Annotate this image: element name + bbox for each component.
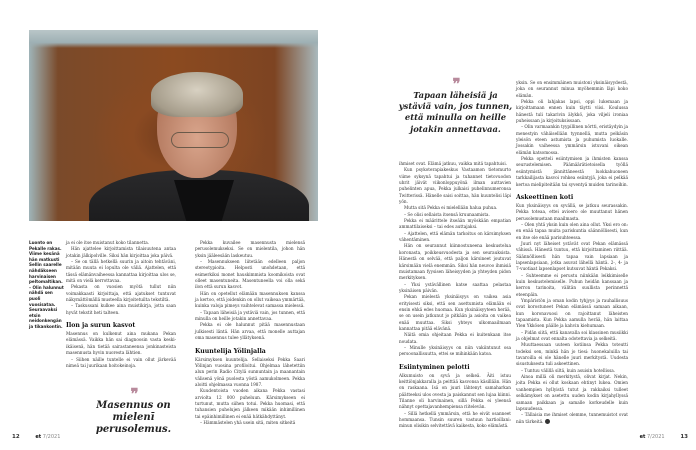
subheading: Ilon ja surun kasvot xyxy=(66,322,136,330)
subheading: Kuuntelija Yölinjalla xyxy=(195,347,266,355)
paragraph: ja ei ole itse muistanut koko tilannetta. xyxy=(66,240,150,245)
paragraph: – Minulle yksinäisyys on niin vakiintunut osa persoonallisuutta, ettei se mihinkään katoa. xyxy=(399,344,511,357)
quote-mark-icon: ❞ xyxy=(452,75,459,93)
column-1 xyxy=(66,240,176,369)
pull-quote-left xyxy=(76,385,191,436)
portrait-photo xyxy=(29,30,318,221)
paragraph: – Hämmästelen yhä usein sitä, miten sitkeitä xyxy=(200,419,296,425)
paragraph: Masennus on kulkenut aina mukana Pekan elämässä. Vaikka hän sai diagnoosin vasta keski-ikäisenä, hän tietää sairastaneensa jonkinasteista masennusta hyvin nuoresta lähtien. xyxy=(66,331,176,356)
paragraph: Näitä omia ohjeitaan Pekka ei kuitenkaan itse noudata. xyxy=(399,332,511,344)
magazine-logo: et xyxy=(639,434,646,440)
paragraph: Muuttaessaan uuteen kotiinsa Pekka toteutti todeksi sen, minkä hän jo tiesi: huonekaluilla tai tavaroilla ei ole hänelle juuri merkitystä. Uudesta sisustuksesta tuli askeettinen. xyxy=(516,342,628,367)
paragraph: – Se on tällä hetkellä suurin ja aitoin tehtäväni, mitään muuta ei lopulta ole väliä. Ajattelen, että tässä elämänvaiheessa kannattaa kirjoittaa ulos se, mitä on vielä kerrottavaa. xyxy=(66,259,176,284)
pull-quote-right xyxy=(398,75,513,135)
paragraph: Pekka oli lahjakas lapsi, oppi lukemaan ja kirjoittamaan ennen kuin täytti viisi. Koulussa hänestä tuli takarivin älykkö, joka viljeli ironiaa puheissaan ja kirjoituksissaan. xyxy=(516,99,628,124)
pull-quote-text: Masennus on mielenī perusolemus. xyxy=(95,400,172,435)
photo-caption: Luonto on Pekalle rakas. Viime kesänä hän matkusti Sellin saarelle nähdäkseen harvinaisen peltomaltikan. – Olin halunnut nähdä sen puoli vuosisataa. Seuraavaksi etsin neidonkengän ja tikankontin. xyxy=(29,240,64,329)
paragraph: – Tällaisia me ihmiset olemme, tunnemuistot ovat niin tärkeitä. xyxy=(516,412,628,424)
column-3 xyxy=(399,161,511,430)
paragraph: – Sillä hetkellä ymmärsin, että he eivät osanneet hommaansa. Tunsin suuren vastuun hartioillani: minun olisikin selvitettävä kaikesta, koko elämästä. xyxy=(399,410,511,429)
paragraph: – Pidän siitä, että kanavalla soi klassinen musiikki ja ohjelmat ovat ennalta odotettavia ja selkeitä. xyxy=(516,329,628,342)
column-4 xyxy=(516,80,628,425)
paragraph: – Ajattelen, että elämän tarkoitus on kärsimyksen vähentäminen. xyxy=(399,230,511,243)
paragraph: Kärsimyksen kuuntelija. Sellaiseksi Pekka Saari Yölinjan vuosina profiloitui. Ohjelmaa lähetettiin alun perin Radio Citylä sunnuntain ja maanantain välisenä yönä puolesta yöstä aamukolmeen. Pekka aloitti ohjelmassa vuonna 1987. xyxy=(195,356,305,387)
paragraph: Mutta sitä Pekka ei mielellään halua puhua. xyxy=(404,205,498,211)
paragraph: Pekan mielestä yksinäisyys on vaikea asia erityisesti siksi, että sen asettumista elämään ei ensin ehkä edes huomaa. Kun yksinäisyyteen herää, se on usein jatkunut jo pitkään ja asioita on vaikea enää muuttaa. Siksi yhteys ulkomaailmaan kannattaa pitää elävänä. xyxy=(399,294,511,331)
paragraph: – Olen yhtä yksin kuin olen aina ollut. Yksi ero on: en enää tapaa muita pariskuntia säännöllisesti, kun en itse ole enää parisuhteessa. xyxy=(516,221,628,240)
issue-number: 7/2021 xyxy=(42,434,61,440)
pull-quote-text: Tapaan läheisiä ja ystäviä vain, jos tunnen, että minulla on heille jotakin annettavaa. xyxy=(398,90,513,134)
page-number: 12 xyxy=(12,434,20,440)
footer-right xyxy=(640,434,688,440)
end-mark-icon xyxy=(545,419,550,424)
paragraph: – Yksi ystävällinen katse saattaa pelastaa yksinäisen päivän. xyxy=(399,281,511,293)
paragraph: – Suhteemme ei perustu niinkään leikkimiselle kuin keskustelemiselle. Puhun heidän kanssaan ja kerron tarinoita, välitän suullista perinnettä eteenpäin. xyxy=(516,272,628,297)
paragraph: – Taskussani kulkee aina muistikirja, jotta saan hyvät tekstit heti talteen. xyxy=(66,303,176,315)
paragraph: Pekka kuvailee masennusta mielensä perusolemukseksi. Se on mielentila, johon hän yksin jääleesään laskeutuu. xyxy=(195,240,305,258)
paragraph: Pekka opetteli esiintymisen ja ihmisten kanssa seurustelemisen. Päämäärätietoisella työllä esiintymistä jännittäneestä luokkahuoneen tarkkailijasta kasvoi rohkea esiintyjä, joka ei pelkää kertoa mielipiteitään tai syventyä muiden tarinoihin. xyxy=(516,156,628,187)
paragraph: Kun yksinäisyys on syvällä, se jatkuu seurassakin. Pekka toteaa, ettei avioero ole muuttanut hänen perusolemustaan maailmasta. xyxy=(516,202,628,221)
paragraph: Kuudentoista vuoden aikana Pekka vastasi arviolta 12 000 puheluun. Kärsimykseen ei turtunut, mutta siihen totui. Pekka huomasi, että tuhansien puhelujen jälkeen mikään inhimillinen tai epäinhimillinen ei enää hätkähdyttänyt. xyxy=(195,388,305,419)
paragraph: Hän on opetellut elämään masennuksen kanssa ja kertoo, että joidenkin on ollut vaikeaa ymmärtää, kuinka valoja pimeys vaihtelevat samassa mielessä. xyxy=(195,290,305,309)
paragraph: Pekka ei ole halunnut pitää masennustaan julkisesti läntä. Hän arvaa, että monelle auttajan oma masennus tulee yllätyksenä. xyxy=(195,322,305,341)
paragraph: – Siihen näille tuntelle ei vain ollut järkevää nimeä tai juurikaan hoitokeinoja. xyxy=(66,356,176,368)
paragraph: – Olin varmaankin tyypillinen nörtti, eristäydyin ja menestyin vähäisellään tyynnellä, mutta pelkäsin yleisön eteen astumista ja puhumista luokalle. Jossakin vaiheessa ymmärsin istuvani oikean elämän katsomossa. xyxy=(516,124,628,155)
subheading: Esiintyminen pelotti xyxy=(399,363,470,371)
paragraph: – Tapaan läheisiä ja ystäviä vain, jos tunnen, että minulla on heille jotakin annettavaa. xyxy=(195,309,305,322)
paragraph: – Masennukseen liitetään edelleen paljon stereotypioita. Helposti unohdetaan, että esimerkiksi monet hauskimmista koomikoista ovat olleet masentuneita. Masentuneella voi olla sekä ilon että surun kasvot. xyxy=(195,259,305,290)
paragraph: Ympäristön ja oman kodin tyhjyys ja rauhallisuus ovat korostuneet Pekan elämässä samaan aikaan, kun koronavuosi on rajoittanut läheisten tapaamista. Kun Pekka aamulla herää, hän laittaa Yleн Ykkösen päälle ja kahvin kiehumaan. xyxy=(516,298,628,329)
paragraph: Hän ajattelee kirjoittamista tilaisuutena antaa jotakin jälkipolville. Siksi hän kirjoittaa joka päivä. xyxy=(66,246,176,258)
paragraph: – Se olisi sellaista itsensä kruunaamista. xyxy=(404,211,490,217)
footer-left xyxy=(12,434,60,440)
paragraph: – Tuntuu välillä siltä, kuin asuisin hotellissa. xyxy=(521,367,616,373)
subheading: Askeettinen koti xyxy=(516,193,574,201)
quote-mark-icon: ❞ xyxy=(130,385,137,403)
paragraph: ihmiset ovat. Elämä jatkuu, vaikka mitä tapahtuisi. xyxy=(399,161,507,166)
magazine-logo: et xyxy=(35,434,42,440)
paragraph: Alkumuisto on syvä ja selkeä. Äiti istuu keittiönjakkaralla ja peittää kasvonsa käsillään. Hän on raskaana. Isä on juuri lähtenyt samaharkan päätteeksi ulos ovesta ja paiskannut sen lujaa kiinni. Tilanne oli harvinainen, sillä Pekka ei yleensä nähnyt opettajavanhempiensa riitelevän. xyxy=(399,372,511,410)
column-2 xyxy=(195,240,305,426)
paragraph: Hän on seurannut kiinnostuneena keskustelua koronasta, poikkeusvuodesta ja sen seurauksista. Hänestä on selvää, että paljon kärsineet joutuvat kärsimään vielä enemmän. Siksi hän neuvoo ihmisiä muistamaan fyysisen läheisyyden ja yhteyden pidon merkityksen. xyxy=(399,243,511,281)
paragraph: yksin. Se on ensimmäinen muistoni yksinäisyydestä, joka on seurannut minua myöhemmin läpi koko elämän. xyxy=(516,80,628,98)
paragraph: Pekka ei määrittele itseään myöskään empatian ammattilaiseksi – tai edes auttajaksi. xyxy=(399,218,511,230)
issue-number: 7/2021 xyxy=(647,434,665,440)
paragraph: Kun psykoterapiakeskus Vastaamon tietomurto viime syksynä tapahtui ja tuhannet tietovuodon uhrit jäivät viikonloppuyönä ilman auttavien puhelinten apua, Pekka julkaisi puhelinnumeronsa Twitterissä. Hänelle saisi soittaa, hän kuuntelisi läpi yön. xyxy=(399,167,511,205)
paragraph: Ainoa millä oli merkitystä, olivat kirjat. Nekin, joita Pekka ei ollut koskaan ehtinyt lukea. Omien vanhempien hyllyistä tutut ja rakkaiksi tulleet selkämykset on asetettu uuden kodin kirjahyllyssä samaan paikkaan ja samalle korkeudelle kuin lapsuudessa. xyxy=(516,374,628,411)
page-number: 13 xyxy=(680,434,688,440)
paragraph: Juuri nyt läheiset ystävät ovat Pekan elämässä vähissä. Hänestä tuntuu, että kirjoittaminen riittää. Säännöllisesti hän tapaa vain lapsiaan ja lapsenlapsiaan, jotka asuvat lähellä häntä. 2-, 4- ja 7-vuotiaat lapsenlapset kutsuvat häntä Pekaksi. xyxy=(516,240,628,272)
paragraph: Pekasta on vuosien myötä tullut niin voimakkaasti kirjoittaja, että ajatukset tuntuvat näkymättömällä musteella kirjoitetuilta tekstiltä. xyxy=(66,284,176,303)
